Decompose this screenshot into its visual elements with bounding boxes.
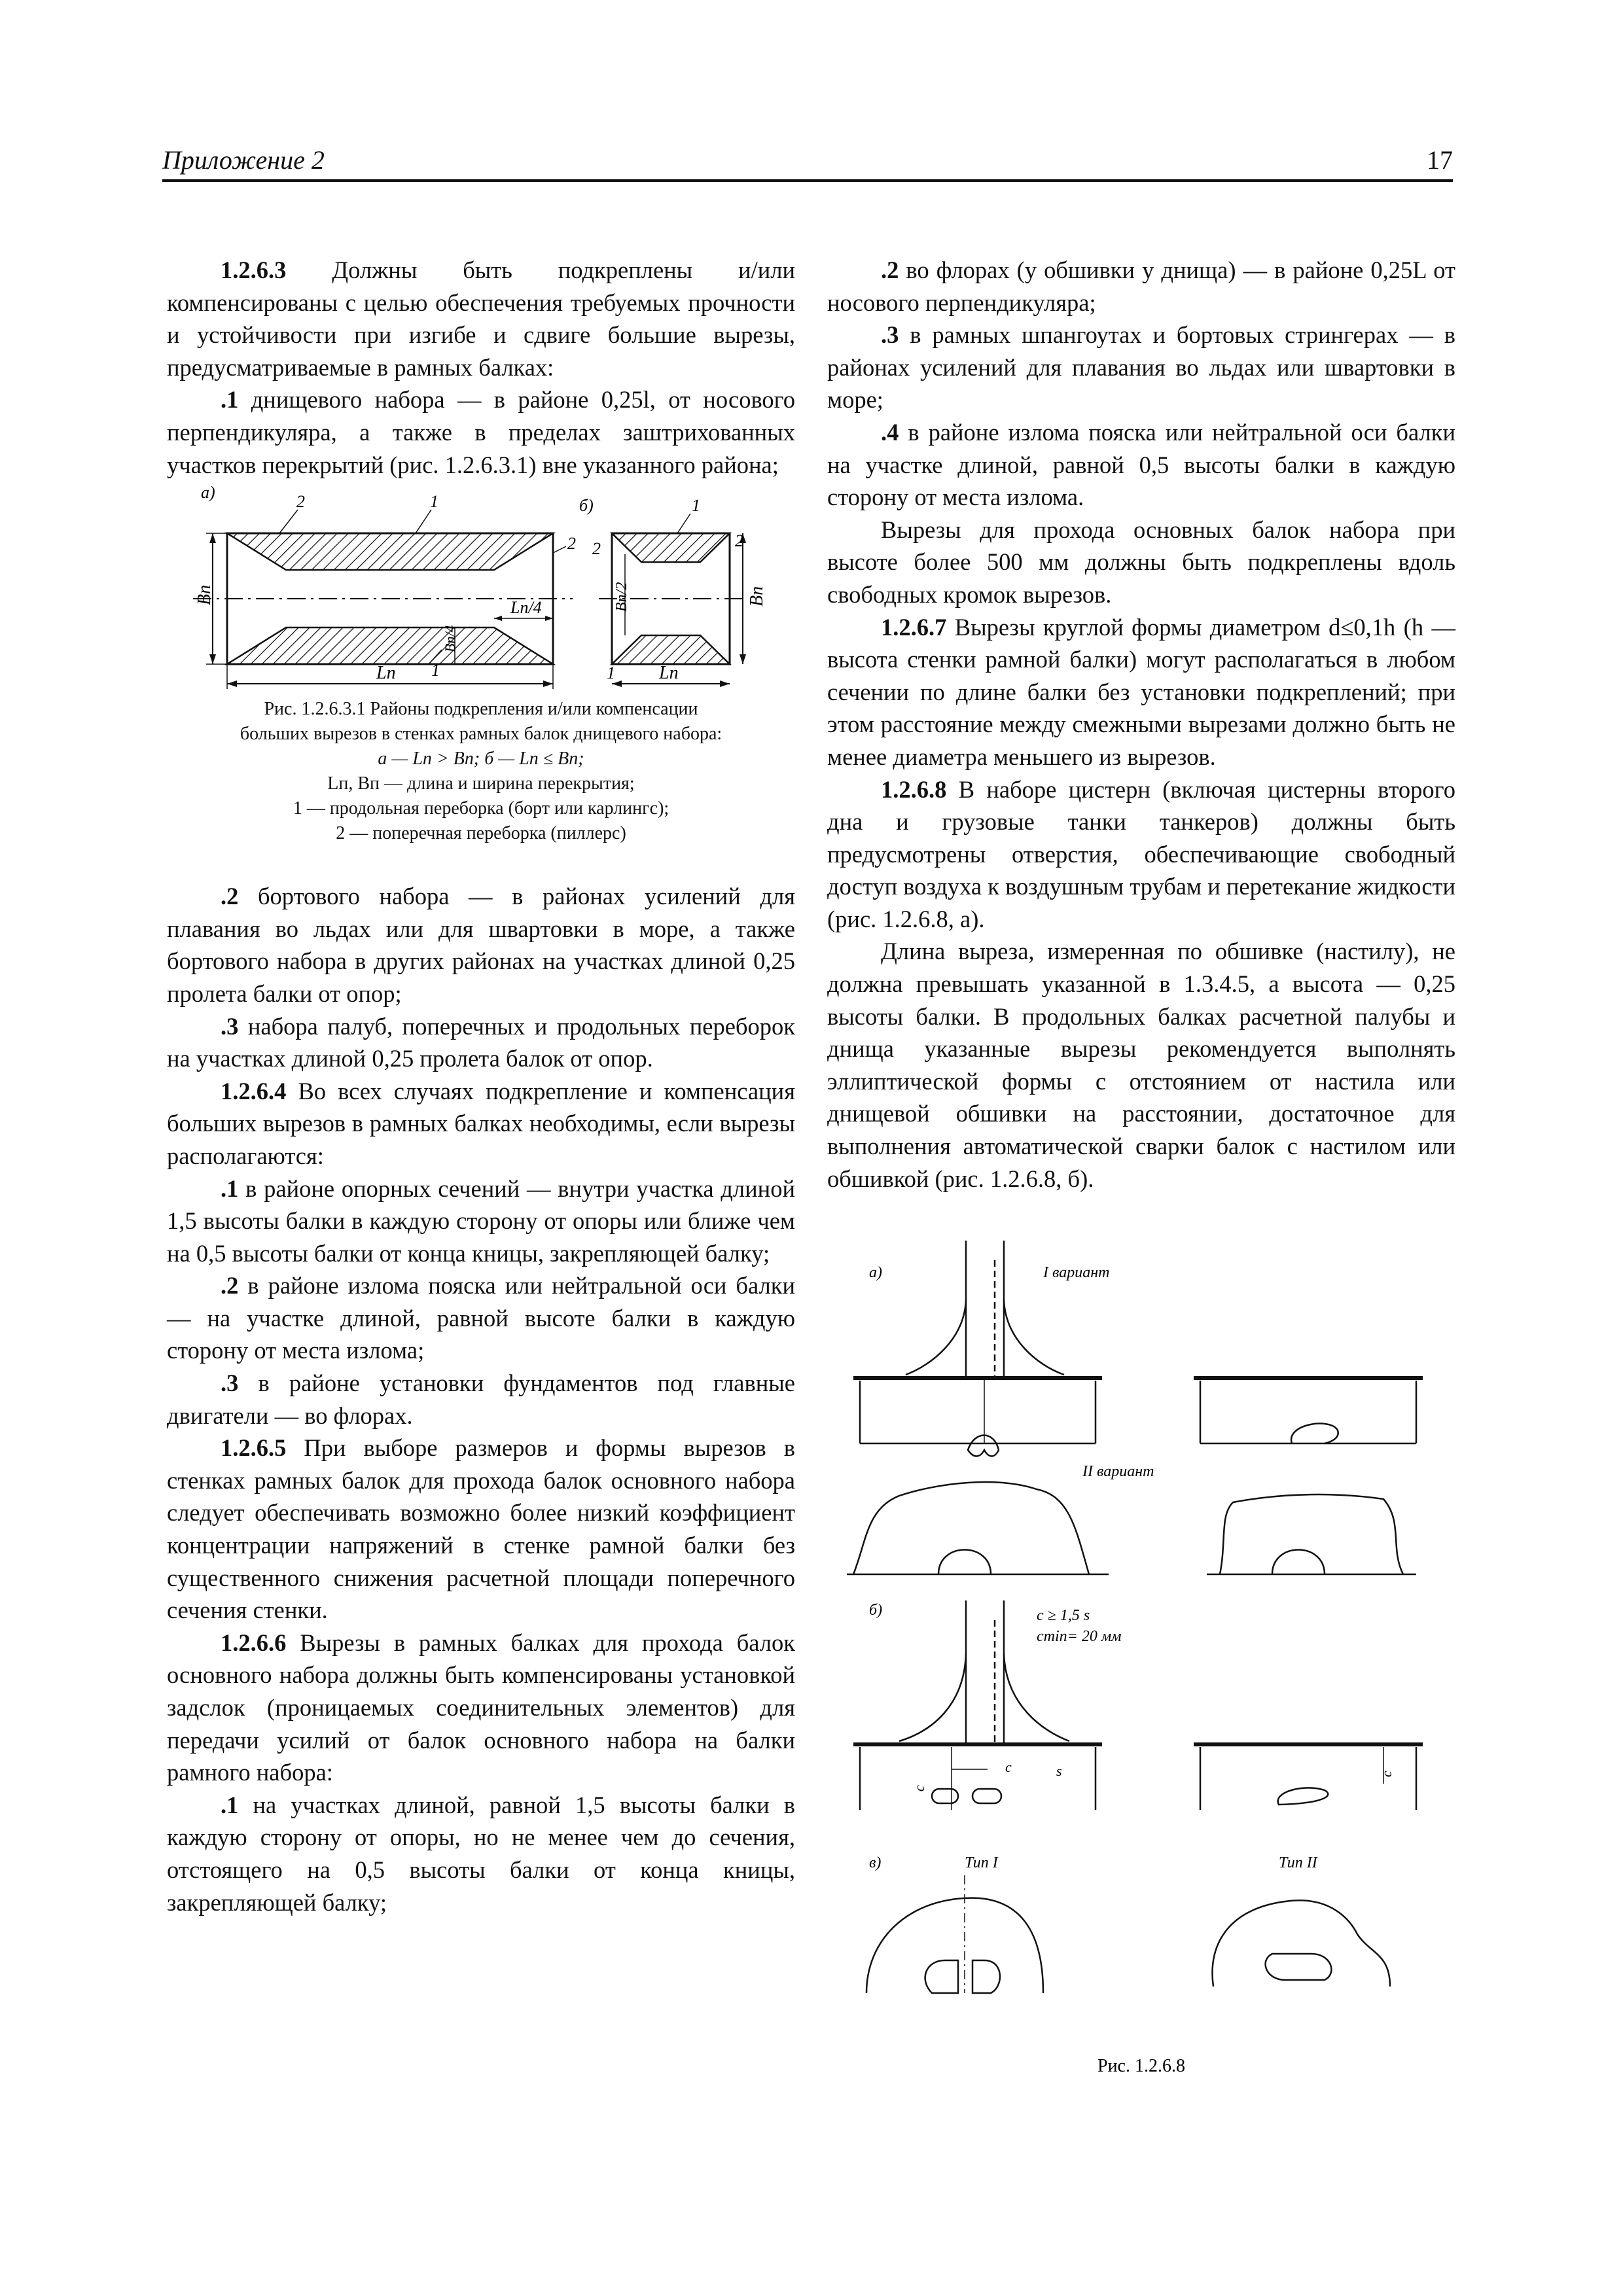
running-title: Приложение 2 [162,145,325,175]
clause-text: Вырезы в рамных балках для прохода балок основного набора должны быть компенсированы установкой задслок (проницаемых соединительных элементов) для передачи усилий от балок основного набора на балки рамного набора: [167,1629,795,1786]
label-1: 1 [607,663,615,683]
item-number: .3 [221,1012,239,1040]
label-2: 2 [296,492,305,512]
paragraph [167,1627,795,1789]
paragraph [167,880,795,1010]
fig-label-a: а) [869,1264,882,1282]
item-number: .1 [221,386,239,414]
left-column [167,254,795,1918]
clause-text: При выборе размеров и формы вырезов в стенках рамных балок для прохода балок основного набора следует обеспечивать возможно более низкий коэффициент концентрации напряжений в стенке рамной балки без существенного снижения расчетной площади поперечного сечения стенки. [167,1434,795,1624]
clause-number: 1.2.6.4 [221,1077,287,1104]
dim-ln: Lп [659,663,679,684]
item-number: .2 [881,256,899,283]
dim-ln: Lп [376,663,396,684]
paragraph [167,1367,795,1432]
dim-bn2: Bп/2 [613,582,630,612]
paragraph-text: Вырезы для прохода основных балок набора при высоте более 500 мм должны быть подкреплены вдоль свободных кромок вырезов. [827,516,1455,608]
label-s: s [1056,1763,1062,1780]
clause-number: 1.2.6.6 [221,1629,287,1656]
paragraph [827,773,1455,936]
item-text: бортового набора — в районах усилений для плавания во льдах или для швартовки в море, а также бортового набора в других районах на участках длиной 0,25 пролета балки от опор; [167,883,795,1007]
item-number: .4 [881,418,899,446]
variant-1-label: I вариант [1043,1264,1110,1282]
paragraph [167,1010,795,1075]
c-min: cmin= 20 мм [1037,1628,1122,1646]
dim-bn: Bп [194,585,215,606]
fig-label-b: б) [869,1602,883,1619]
item-text: в районе установки фундаментов под главные двигатели — во флорах. [167,1369,795,1429]
item-text: в районе опорных сечений — внутри участка длиной 1,5 высоты балки в каждую сторону от опоры или ближе чем на 0,5 высоты балки от конца кницы, закрепляющей балку; [167,1174,795,1267]
clause-text: Вырезы круглой формы диаметром d≤0,1h (h — высота стенки рамной балки) могут располагаться в любом сечении по длине балки без установки подкреплений; при этом расстояние между смежными вырезами должно быть не менее диаметра меньшего из вырезов. [827,613,1455,770]
spacer [167,846,795,880]
variant-2-label: II вариант [1082,1463,1154,1481]
type-1-cutout [866,1875,1043,1993]
fig-label-a: а) [201,483,215,503]
item-text: во флорах (у обшивки у днища) — в районе 0,25L от носового перпендикуляра; [827,256,1455,316]
dim-bn4: Bп/4 [442,625,458,653]
page-number: 17 [1427,145,1453,175]
variant-2-right [1207,1494,1416,1574]
item-number: .2 [221,1272,239,1299]
label-1: 1 [431,661,440,680]
paragraph [827,254,1455,319]
fig-label-b: б) [579,496,594,516]
caption-line: больших вырезов в стенках рамных балок днищевого набора: [240,724,722,745]
paragraph [167,1173,795,1270]
item-number: .2 [221,883,239,910]
clause-text: Во всех случаях подкрепление и компенсация больших вырезов в рамных балках необходимы, если вырезы располагаются: [167,1077,795,1169]
fig-label-v: в) [869,1854,882,1872]
caption-line: 1 — продольная переборка (борт или карлингс); [293,798,669,819]
paragraph [827,611,1455,773]
paragraph [167,383,795,481]
item-number: .1 [221,1174,239,1202]
paragraph [167,1075,795,1173]
type-1-label: Тип I [965,1854,998,1872]
paragraph [167,254,795,383]
label-c: c [1378,1771,1395,1778]
label-1: 1 [692,496,700,516]
type-2-label: Тип II [1279,1854,1317,1872]
figure-1-2-6-8 [827,1234,1455,2078]
item-text: в районе излома пояска или нейтральной оси балки на участке длиной, равной 0,5 высоты балки в каждую сторону от места излома. [827,418,1455,511]
item-text: набора палуб, поперечных и продольных переборок на участках длиной 0,25 пролета балок от опор. [167,1012,795,1072]
item-text: в рамных шпангоутах и бортовых стрингерах — в районах усилений для плавания во льдах или швартовки в море; [827,321,1455,414]
paragraph [167,1432,795,1627]
paragraph-text: Длина выреза, измеренная по обшивке (настилу), не должна превышать указанной в 1.3.4.5, а высота — 0,25 высоты балки. В продольных балках расчетной палубы и днища указанные вырезы рекомендуется выполнять эллиптической формы с отстоянием от настила или днищевой обшивки на расстоянии, достаточное для выполнения автоматической сварки балок с настилом или обшивкой (рис. 1.2.6.8, б). [827,938,1455,1192]
diagram-a [193,492,576,689]
item-text: днищевого набора — в районе 0,25l, от носового перпендикуляра, а также в пределах заштрихованных участков перекрытий (рис. 1.2.6.3.1) вне указанного района; [167,386,795,478]
diagram-b [592,496,767,687]
variant-1-right [1194,1378,1423,1443]
figure-1-2-6-3-1 [167,481,795,697]
dim-ln4: Lп/4 [510,598,542,618]
caption-line: 2 — поперечная переборка (пиллерс) [336,823,626,844]
figure-caption: Рис. 1.2.6.8 [1097,2056,1185,2077]
clause-number: 1.2.6.5 [221,1434,287,1462]
caption-line: Рис. 1.2.6.3.1 Районы подкрепления и/или компенсации [264,699,698,720]
paragraph [827,319,1455,416]
item-number: .3 [881,321,899,349]
item-text: в районе излома пояска или нейтральной оси балки — на участке длиной, равной высоте балки в каждую сторону от места излома; [167,1272,795,1364]
clause-number: 1.2.6.3 [221,256,287,283]
paragraph [167,1269,795,1367]
paragraph [167,1789,795,1918]
item-number: .1 [221,1791,239,1818]
paragraph [827,416,1455,514]
clause-text: Должны быть подкреплены и/или компенсированы с целью обеспечения требуемых прочности и устойчивости при изгибе и сдвиге большие вырезы, предусматриваемые в рамных балках: [167,256,795,381]
c-rule: c ≥ 1,5 s [1037,1607,1090,1625]
type-2-cutout [1212,1901,1390,1987]
label-2: 2 [567,534,576,554]
caption-line: Lп, Bп — длина и ширина перекрытия; [327,773,635,794]
page-header [162,145,1453,182]
clause-number: 1.2.6.7 [881,613,947,641]
label-c: c [1005,1759,1012,1776]
right-column [827,254,1455,2078]
item-text: на участках длиной, равной 1,5 высоты балки в каждую сторону от опоры, но не менее чем до сечения, отстоящего на 0,5 высоты балки от конца кницы, закрепляющей балку; [167,1791,795,1916]
clause-number: 1.2.6.8 [881,775,947,803]
figure-caption [167,697,795,846]
paragraph [827,935,1455,1195]
label-1: 1 [430,492,438,512]
paragraph [827,514,1455,611]
label-2: 2 [735,531,743,551]
item-number: .3 [221,1369,239,1397]
label-2: 2 [592,539,601,559]
caption-line: а — Lп > Bп; б — Lп ≤ Bп; [378,749,584,769]
label-c: c [911,1785,927,1792]
dim-bn: Bп [747,586,767,607]
variant-2-left [847,1482,1109,1574]
clause-text: В наборе цистерн (включая цистерны второго дна и грузовые танки танкеров) должны быть предусмотрены отверстия, обеспечивающие свободный доступ воздуха к воздушным трубам и перетекание жидкости (рис. 1.2.6.8, а). [827,775,1456,932]
